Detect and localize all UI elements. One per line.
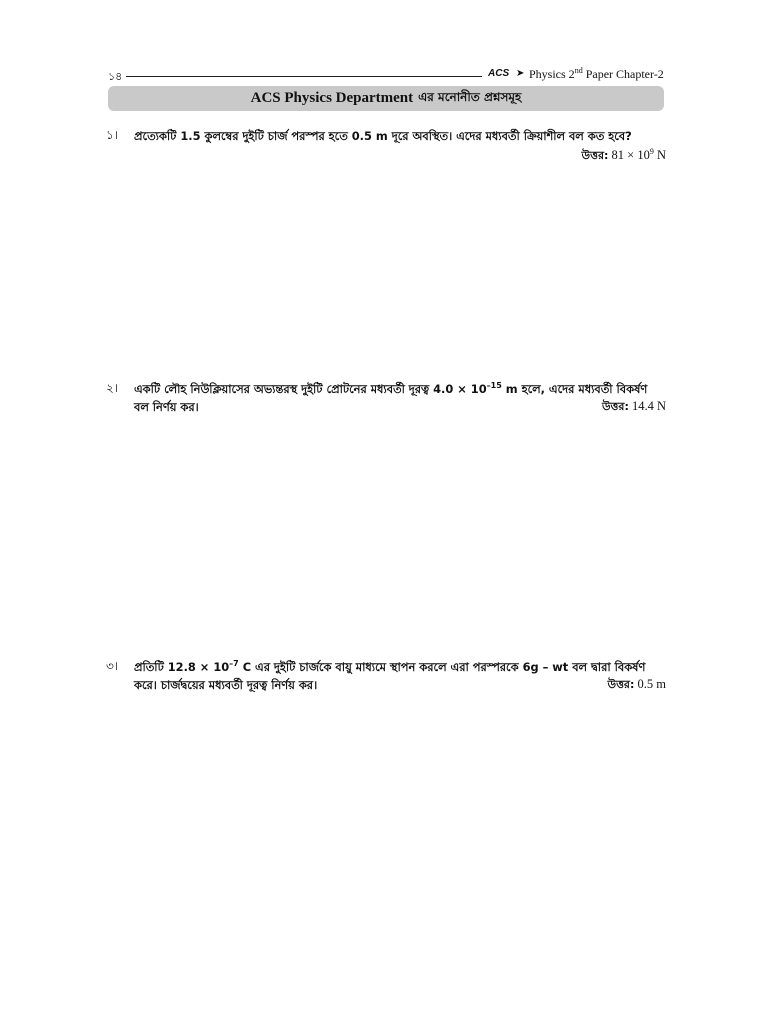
answer-label: উত্তর:: [607, 678, 635, 691]
answer: [602, 398, 666, 417]
banner-title-en: ACS Physics Department: [250, 90, 414, 106]
brand-logo: ACS: [488, 68, 510, 79]
question-1: [106, 127, 666, 167]
question-number: ২।: [106, 381, 119, 395]
question-2: [106, 380, 666, 420]
page-number: ১৪: [108, 70, 123, 83]
answer-value: 14.4 N: [631, 399, 666, 413]
question-text: প্রতিটি $12.8 \times 10^{-7}$ C এর দুইটি চার্জকে বায়ু মাধ্যমে স্থাপন করলে এরা পরস্পরকে 6g – wt বল দ্বারা বিকর্ষণ করে। চার্জদ্বয়ের মধ্যবর্তী দূরত্ব নির্ণয় কর।: [134, 659, 646, 692]
answer: [608, 676, 667, 695]
answer-value: 0.5 m: [637, 677, 666, 691]
chapter-title: Physics 2nd Paper Chapter-2: [529, 66, 664, 81]
question-3: [106, 658, 666, 698]
banner-title-bn: এর মনোনীত প্রশ্নসমূহ: [418, 89, 522, 104]
answer-label: উত্তর:: [601, 400, 629, 413]
section-banner: [108, 86, 664, 111]
header-rule: [126, 76, 482, 77]
question-number: ৩।: [106, 659, 119, 673]
page-header: [108, 66, 664, 86]
answer-value: 81 × 10: [611, 148, 650, 163]
arrow-icon: ➤: [516, 68, 525, 79]
question-text: প্রত্যেকটি 1.5 কুলম্বের দুইটি চার্জ পরস্পর হতে 0.5 m দূরে অবস্থিত। এদের মধ্যবর্তী ক্রিয়াশীল বল কত হবে?: [134, 129, 632, 143]
answer: উত্তর: $81 \times 10^9$ N: [581, 147, 666, 163]
question-number: ১।: [106, 128, 119, 142]
answer-label: উত্তর:: [581, 149, 609, 163]
question-text: একটি লৌহ নিউক্লিয়াসের অভ্যন্তরস্থ দুইটি প্রোটনের মধ্যবর্তী দূরত্ব $4.0 \times 10^{-15}$ m হলে, এদের মধ্যবর্তী বিকর্ষণ বল নির্ণয় কর।: [134, 381, 648, 414]
